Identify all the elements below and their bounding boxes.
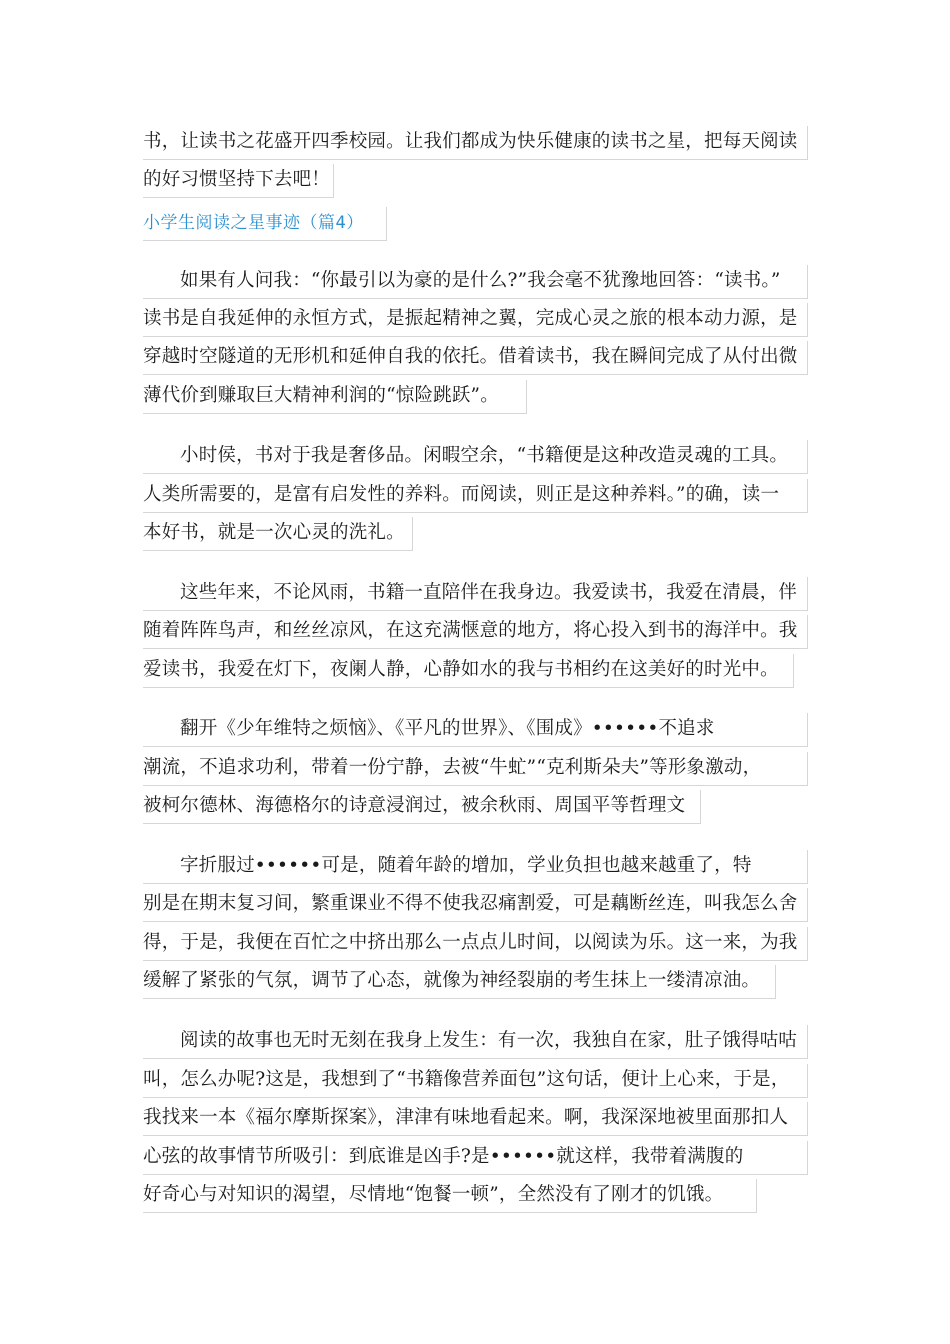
text-line: 人类所需要的，是富有启发性的养料。而阅读，则正是这种养料。”的确，读一 xyxy=(143,477,779,513)
text-line: 我找来一本《福尔摩斯探案》，津津有味地看起来。啊，我深深地被里面那扣人 xyxy=(143,1100,788,1136)
text-line: 如果有人问我：“你最引以为豪的是什么?”我会毫不犹豫地回答：“读书。” xyxy=(143,263,781,299)
text-line: 阅读的故事也无时无刻在我身上发生：有一次，我独自在家，肚子饿得咕咕 xyxy=(143,1023,797,1059)
text-line: 潮流，不追求功利，带着一份宁静，去被“牛虻”“克利斯朵夫”等形象激动， xyxy=(143,750,761,786)
text-line: 叫，怎么办呢?这是，我想到了“书籍像营养面包”这句话，便计上心来，于是， xyxy=(143,1062,790,1098)
text-line: 翻开《少年维特之烦恼》、《平凡的世界》、《围成》••••••不追求 xyxy=(143,711,715,747)
text-line: 心弦的故事情节所吸引：到底谁是凶手?是••••••就这样，我带着满腹的 xyxy=(143,1139,743,1175)
text-line: 的好习惯坚持下去吧！ xyxy=(143,162,330,198)
text-line: 本好书，就是一次心灵的洗礼。 xyxy=(143,515,405,551)
text-line: 这些年来，不论风雨，书籍一直陪伴在我身边。我爱读书，我爱在清晨，伴 xyxy=(143,575,797,611)
text-line: 得，于是，我便在百忙之中挤出那么一点点儿时间，以阅读为乐。这一来，为我 xyxy=(143,925,798,961)
text-line: 读书是自我延伸的永恒方式，是振起精神之翼，完成心灵之旅的根本动力源，是 xyxy=(143,301,798,337)
text-line: 别是在期末复习间，繁重课业不得不使我忍痛割爱，可是藕断丝连，叫我怎么舍 xyxy=(143,886,798,922)
text-line: 缓解了紧张的气氛，调节了心态，就像为神经裂崩的考生抹上一缕清凉油。 xyxy=(143,963,760,999)
text-line: 穿越时空隧道的无形机和延伸自我的依托。借着读书，我在瞬间完成了从付出微 xyxy=(143,339,798,375)
section-heading: 小学生阅读之星事迹（篇4） xyxy=(143,205,364,241)
text-line: 随着阵阵鸟声，和丝丝凉风，在这充满惬意的地方，将心投入到书的海洋中。我 xyxy=(143,613,798,649)
text-line: 爱读书，我爱在灯下，夜阑人静，心静如水的我与书相约在这美好的时光中。 xyxy=(143,652,779,688)
text-line: 好奇心与对知识的渴望，尽情地“饱餐一顿”，全然没有了刚才的饥饿。 xyxy=(143,1177,723,1213)
text-line: 薄代价到赚取巨大精神利润的“惊险跳跃”。 xyxy=(143,378,499,414)
text-line: 书，让读书之花盛开四季校园。让我们都成为快乐健康的读书之星，把每天阅读 xyxy=(143,124,798,160)
text-line: 字折服过••••••可是，随着年龄的增加，学业负担也越来越重了，特 xyxy=(143,848,752,884)
text-line: 被柯尔德林、海德格尔的诗意浸润过，被余秋雨、周国平等哲理文 xyxy=(143,788,685,824)
text-line: 小时侯，书对于我是奢侈品。闲暇空余，“书籍便是这种改造灵魂的工具。 xyxy=(143,438,788,474)
